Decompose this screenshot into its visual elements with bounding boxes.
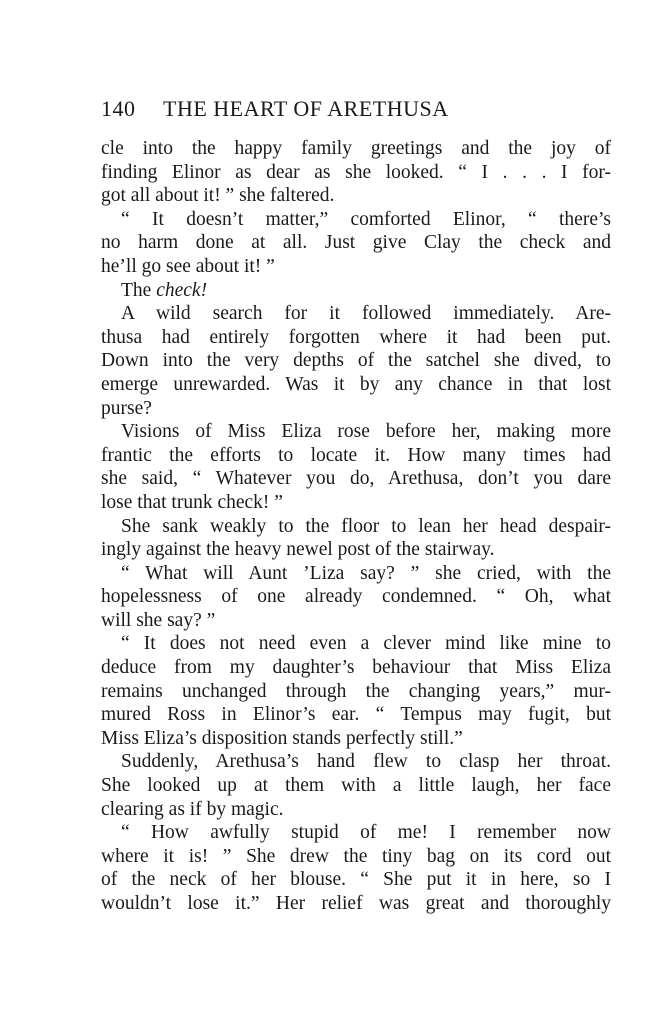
text-line xyxy=(101,821,611,845)
body-text xyxy=(101,137,611,916)
text-line-content: will she say? ” xyxy=(101,609,216,631)
text-line xyxy=(101,467,611,491)
text-line xyxy=(101,279,611,303)
text-line xyxy=(101,538,611,562)
text-line-content: cle into the happy family greetings and the joy of xyxy=(101,138,611,159)
text-line-content: “ It doesn’t matter,” comforted Elinor, “ there’s xyxy=(121,208,611,230)
text-line-content: where it is! ” She drew the tiny bag on its cord out xyxy=(101,845,611,867)
text-line-content: She looked up at them with a little laugh, her face xyxy=(101,775,611,797)
text-line xyxy=(101,420,611,444)
text-line xyxy=(101,137,611,161)
text-line xyxy=(101,208,611,232)
running-title: THE HEART OF ARETHUSA xyxy=(163,96,449,121)
text-line-content: “ How awfully stupid of me! I remember now xyxy=(121,822,611,844)
text-line xyxy=(101,750,611,774)
text-line xyxy=(101,868,611,892)
text-line xyxy=(101,774,611,798)
text-line xyxy=(101,349,611,373)
text-line-content: “ What will Aunt ’Liza say? ” she cried, with the xyxy=(121,562,611,584)
text-line-content: emerge unrewarded. Was it by any chance in that lost xyxy=(101,373,611,395)
text-line-content: frantic the efforts to locate it. How many times had xyxy=(101,444,611,466)
text-line-content: lose that trunk check! ” xyxy=(101,491,283,513)
text-line xyxy=(101,373,611,397)
text-line xyxy=(101,656,611,680)
text-line-content: of the neck of her blouse. “ She put it in here, so I xyxy=(101,869,611,891)
text-line xyxy=(101,515,611,539)
text-line xyxy=(101,161,611,185)
text-line-content: thusa had entirely forgotten where it had been put. xyxy=(101,326,611,348)
text-line xyxy=(101,632,611,656)
text-line xyxy=(101,255,611,279)
text-line-content: finding Elinor as dear as she looked. “ I . . . I for- xyxy=(101,161,611,183)
text-line-content: “ It does not need even a clever mind like mine to xyxy=(121,633,611,655)
text-line xyxy=(101,727,611,751)
text-line xyxy=(101,703,611,727)
text-line-content: clearing as if by magic. xyxy=(101,798,284,820)
text-line-content: The xyxy=(121,279,157,301)
text-line xyxy=(101,798,611,822)
text-line-content: mured Ross in Elinor’s ear. “ Tempus may fugit, but xyxy=(101,704,611,726)
text-line xyxy=(101,585,611,609)
text-line xyxy=(101,326,611,350)
text-line-content: he’ll go see about it! ” xyxy=(101,255,275,277)
text-line-content: purse? xyxy=(101,397,152,419)
text-line-content: no harm done at all. Just give Clay the check and xyxy=(101,232,611,254)
text-line-content: Suddenly, Arethusa’s hand flew to clasp her throat. xyxy=(121,751,611,773)
text-line xyxy=(101,609,611,633)
text-line xyxy=(101,444,611,468)
text-line xyxy=(101,680,611,704)
text-line-content: wouldn’t lose it.” Her relief was great and thoroughly xyxy=(101,893,611,914)
text-line-content: hopelessness of one already condemned. “ Oh, what xyxy=(101,586,611,608)
italic-emphasis: check! xyxy=(156,279,208,301)
text-line-content: Visions of Miss Eliza rose before her, making more xyxy=(121,421,611,443)
text-line-content: got all about it! ” she faltered. xyxy=(101,185,335,207)
text-line-content: Down into the very depths of the satchel she dived, to xyxy=(101,350,611,372)
text-line-content: deduce from my daughter’s behaviour that Miss Eliza xyxy=(101,657,611,679)
text-line-content: remains unchanged through the changing years,” mur- xyxy=(101,680,611,702)
running-head xyxy=(101,94,611,124)
text-line-content: She sank weakly to the floor to lean her head despair- xyxy=(121,515,611,537)
text-line-content: she said, “ Whatever you do, Arethusa, don’t you dare xyxy=(101,468,611,490)
text-line xyxy=(101,845,611,869)
text-line-content: Miss Eliza’s disposition stands perfectly still.” xyxy=(101,727,463,749)
text-line-content: ingly against the heavy newel post of the stairway. xyxy=(101,539,495,561)
text-line xyxy=(101,302,611,326)
text-line xyxy=(101,491,611,515)
text-line-content: A wild search for it followed immediately. Are- xyxy=(121,303,611,325)
text-line xyxy=(101,231,611,255)
text-line xyxy=(101,397,611,421)
text-line xyxy=(101,892,611,916)
page-number: 140 xyxy=(101,96,136,121)
text-line xyxy=(101,562,611,586)
text-line xyxy=(101,184,611,208)
